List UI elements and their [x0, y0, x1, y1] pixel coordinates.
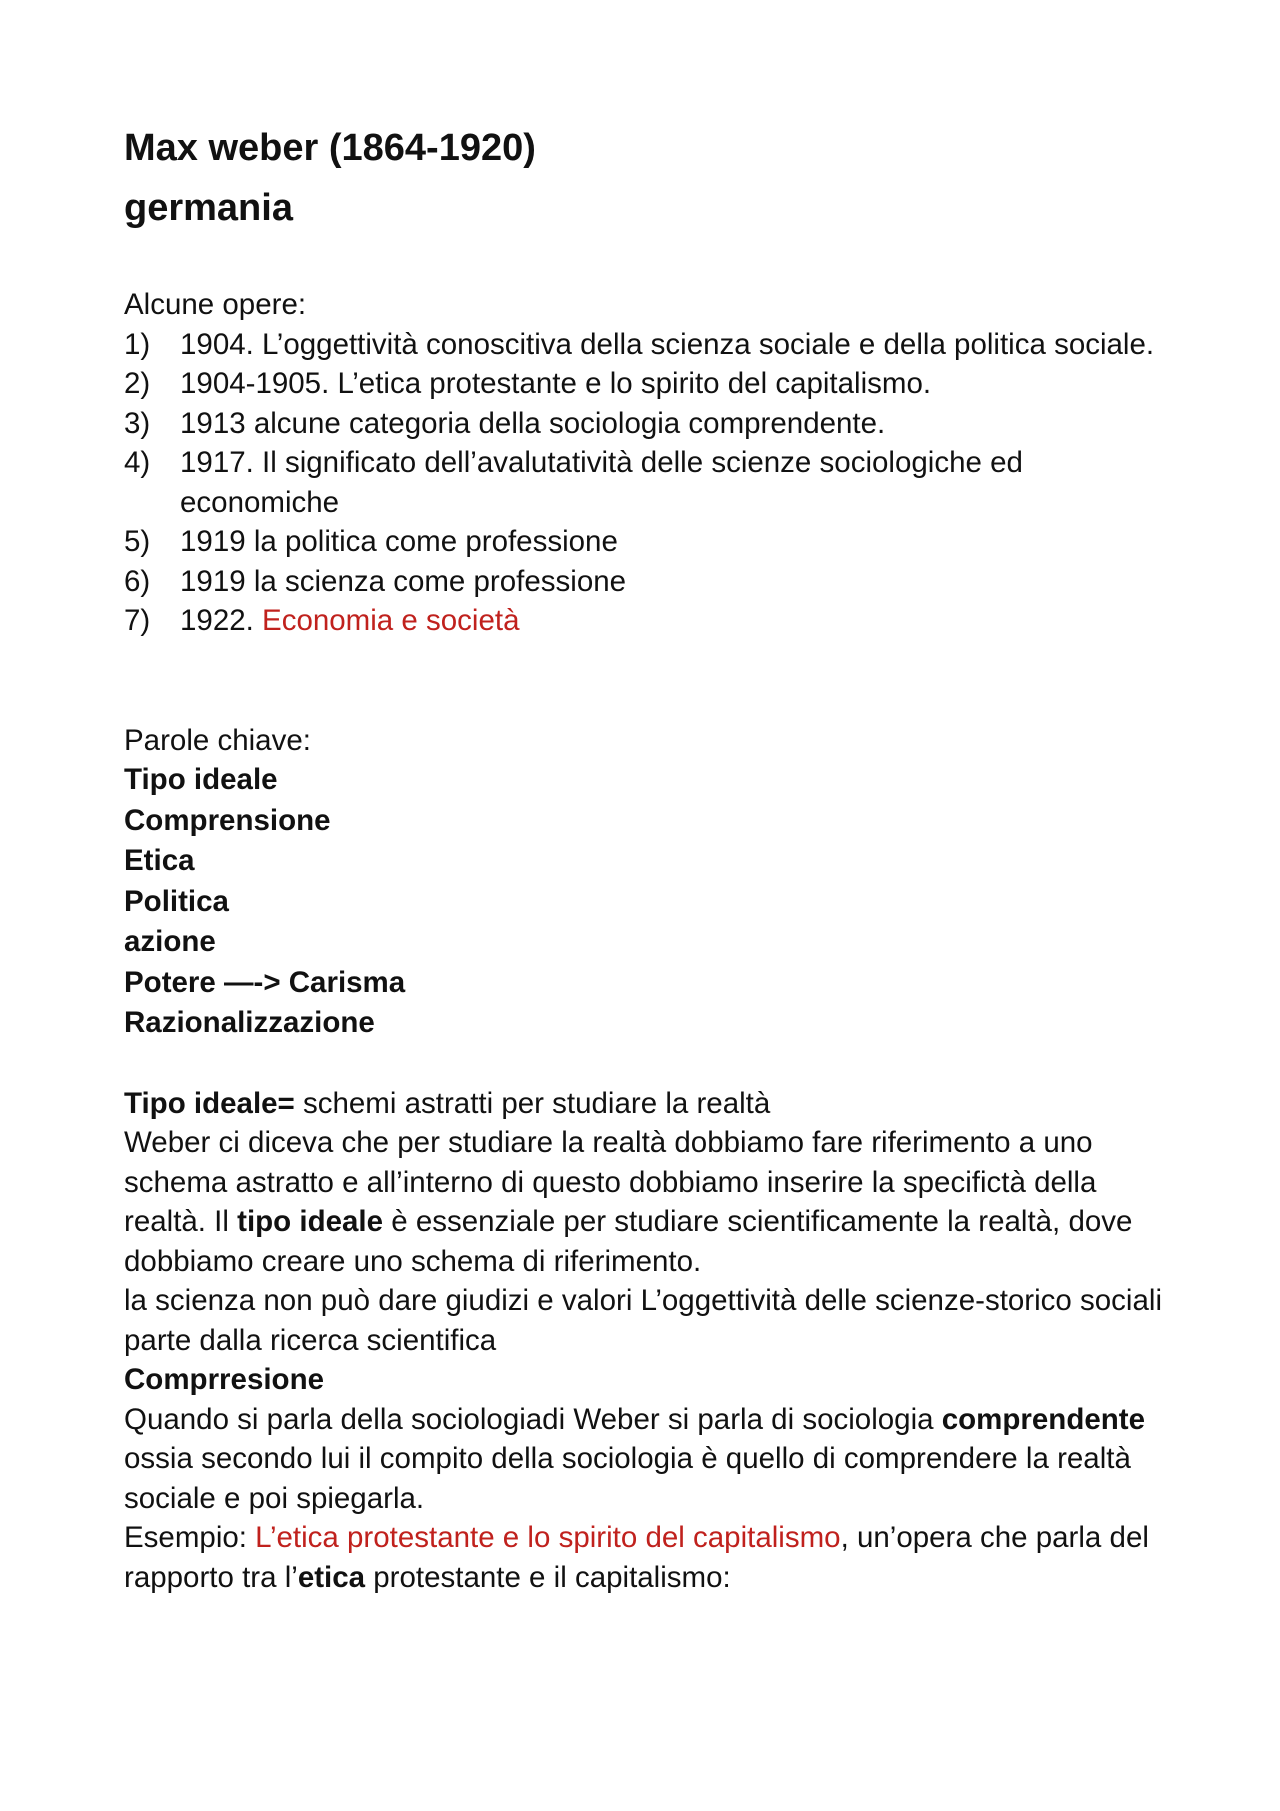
keywords-heading: Parole chiave: — [124, 723, 311, 757]
section-heading: Comprresione — [124, 1363, 324, 1396]
document-page — [124, 118, 1184, 1597]
title-line-2: germania — [124, 187, 293, 229]
keyword: Razionalizzazione — [124, 1006, 375, 1039]
highlighted-title: L’etica protestante e lo spirito del capitalismo — [255, 1521, 841, 1554]
keyword: azione — [124, 925, 216, 958]
tipo-ideale-paragraph-2: la scienza non può dare giudizi e valori L’oggettività delle scienze-storico sociali parte dalla ricerca scientifica — [124, 1284, 1163, 1357]
list-item: 7) 1922. Economia e società — [124, 604, 520, 637]
keywords-list — [124, 760, 1184, 1044]
highlighted-title: Economia e società — [262, 604, 520, 637]
list-item: 3) 1913 alcune categoria della sociologia comprendente. — [124, 406, 886, 440]
tipo-ideale-paragraph: Weber ci diceva che per studiare la realtà dobbiamo fare riferimento a uno schema astratto e all’interno di questo dobbiamo inserire la specifictà della realtà. Il tipo ideale è essenziale per studiare scientificamente la realtà, dove dobbiamo creare uno schema di riferimento. — [124, 1126, 1133, 1278]
comprensione-section — [124, 1360, 1184, 1597]
comprensione-paragraph: Quando si parla della sociologiadi Weber si parla di sociologia comprendente ossia secondo lui il compito della sociologia è quello di comprendere la realtà sociale e poi spiegarla. — [124, 1402, 1145, 1515]
works-list — [124, 325, 1184, 641]
example-paragraph: Esempio: L’etica protestante e lo spirito del capitalismo, un’opera che parla del rapporto tra l’etica protestante e il capitalismo: — [124, 1521, 1149, 1594]
title-line-1: Max weber (1864-1920) — [124, 127, 536, 169]
keyword: Potere —-> Carisma — [124, 965, 406, 999]
works-heading: Alcune opere: — [124, 288, 307, 321]
keyword: Comprensione — [124, 803, 331, 837]
list-item: 4) 1917. Il significato dell’avalutatività delle scienze sociologiche ed economiche — [124, 446, 1023, 519]
tipo-ideale-section — [124, 1084, 1184, 1361]
list-item: 1) 1904. L’oggettività conoscitiva della scienza sociale e della politica sociale. — [124, 327, 1155, 361]
list-item: 2) 1904-1905. L’etica protestante e lo spirito del capitalismo. — [124, 367, 932, 400]
list-item: 6) 1919 la scienza come professione — [124, 564, 627, 598]
keyword: Etica — [124, 844, 195, 877]
keyword: Tipo ideale — [124, 763, 278, 796]
tipo-ideale-definition: Tipo ideale= schemi astratti per studiare la realtà — [124, 1086, 771, 1120]
keyword: Politica — [124, 884, 229, 918]
page-title — [124, 118, 1184, 238]
list-item: 5) 1919 la politica come professione — [124, 525, 618, 558]
